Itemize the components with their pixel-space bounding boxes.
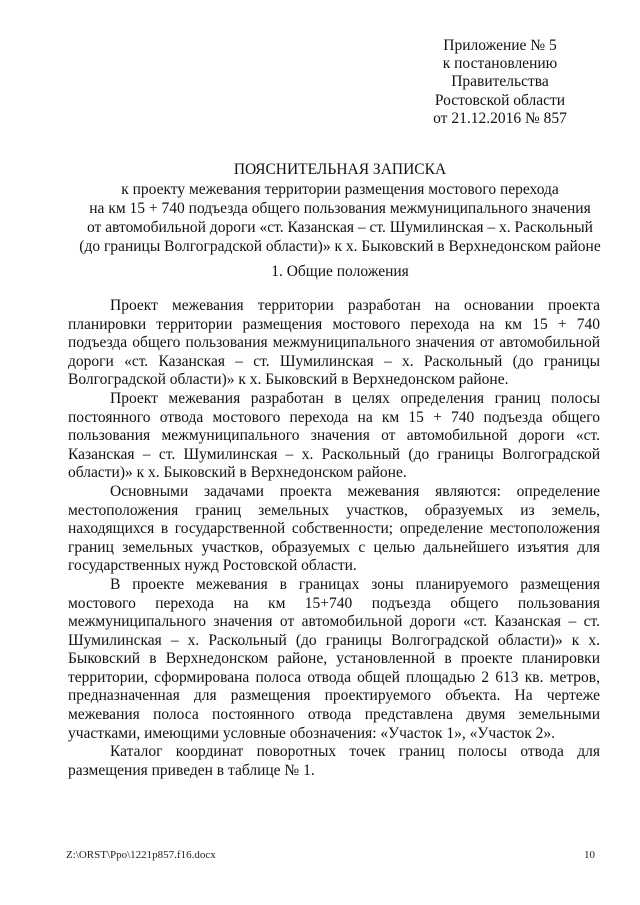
title-line: на км 15 + 740 подъезда общего пользования межмуниципального значения <box>89 200 591 217</box>
body-paragraph: Основными задачами проекта межевания являются: определение местоположения границ земельных участков, образуемых из земель, находящихся в государственной собственности; определение местоположения границ земельных участков, образуемых с целью дальнейшего изъятия для государственных нужд Ростовской области. <box>68 482 600 575</box>
title-line: (до границы Волгоградской области)» к х. Быковский в Верхнедонском районе <box>79 238 601 255</box>
body-paragraph: Проект межевания разработан в целях определения границ полосы постоянного отвода мостового перехода на км 15 + 740 подъезда общего пользования межмуниципального значения от автомобильной дороги «ст. Казанская – ст. Шумилинская – х. Раскольный (до границы Волгоградской области)» к х. Быковский в Верхнедонском районе. <box>68 389 600 482</box>
section-heading: 1. Общие положения <box>271 263 409 280</box>
document-title <box>60 160 620 256</box>
title-line: к проекту межевания территории размещения мостового перехода <box>121 181 559 198</box>
appendix-line: Приложение № 5 <box>443 37 557 54</box>
appendix-line: к постановлению <box>442 55 558 73</box>
title-heading: ПОЯСНИТЕЛЬНАЯ ЗАПИСКА <box>233 161 447 178</box>
footer-file-path: Z:\ORST\Ppo\1221p857.f16.docx <box>66 849 216 861</box>
footer-page-number: 10 <box>584 849 595 861</box>
section-body <box>68 297 600 780</box>
appendix-line: Ростовской области <box>434 91 566 109</box>
body-paragraph: Проект межевания территории разработан на основании проекта планировки территории размещения мостового перехода на км 15 + 740 подъезда общего пользования межмуниципального значения от автомобильной дороги «ст. Казанская – ст. Шумилинская – х. Раскольный (до границы Волгоградской области)» к х. Быковский в Верхнедонском районе. <box>68 297 600 389</box>
appendix-line: Правительства <box>451 73 549 91</box>
body-paragraph: Каталог координат поворотных точек границ полосы отвода для размещения приведен в таблице № 1. <box>68 743 600 779</box>
appendix-header <box>400 37 600 128</box>
body-paragraph: В проекте межевания в границах зоны планируемого размещения мостового перехода на км 15+740 подъезда общего пользования межмуниципального значения от автомобильной дороги «ст. Казанская – ст. Шумилинская – х. Раскольный (до границы Волгоградской области)» к х. Быковский в Верхнедонском районе, установленной в проекте планировки территории, сформирована полоса отвода общей площадью 2 613 кв. метров, предназначенная для размещения проектируемого объекта. На чертеже межевания полоса постоянного отвода представлена двумя земельными участками, имеющими условные обозначения: «Участок 1», «Участок 2». <box>68 575 600 742</box>
appendix-line: от 21.12.2016 № 857 <box>433 109 567 127</box>
title-line: от автомобильной дороги «ст. Казанская – ст. Шумилинская – х. Раскольный <box>87 219 593 236</box>
